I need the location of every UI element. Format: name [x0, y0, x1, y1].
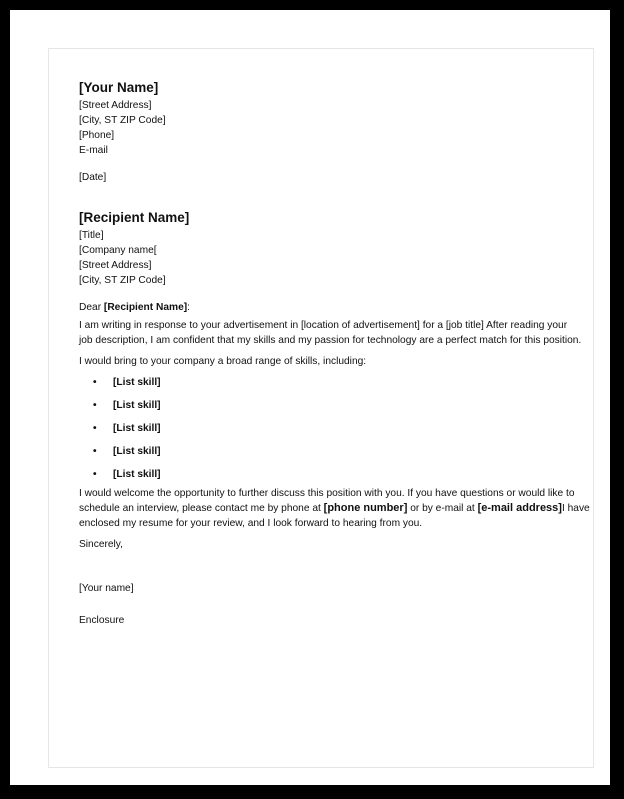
enclosure: Enclosure [79, 615, 125, 626]
paragraph-3-text-c: I have [561, 503, 590, 514]
sender-email: E-mail [79, 145, 108, 156]
signature: [Your name] [79, 583, 134, 594]
paragraph-1-line-2: job description, I am confident that my skills and my passion for technology are a perfect match for this position. [79, 335, 582, 346]
skill-text: [List skill] [113, 423, 161, 434]
letter-date: [Date] [79, 172, 107, 183]
sender-city: [City, ST ZIP Code] [79, 115, 166, 126]
paragraph-2: I would bring to your company a broad range of skills, including: [79, 356, 367, 367]
list-item [79, 398, 579, 421]
list-item [79, 421, 579, 444]
bullet-icon: • [93, 400, 97, 411]
paragraph-3-line-2 [79, 501, 590, 516]
skill-text: [List skill] [113, 469, 161, 480]
paragraph-1-line-1: I am writing in response to your advertisement in [location of advertisement] for a [job title] After reading your [79, 320, 568, 331]
bullet-icon: • [93, 446, 97, 457]
salutation-prefix: Dear [79, 302, 104, 313]
recipient-city: [City, ST ZIP Code] [79, 275, 166, 286]
paragraph-3-text-a: schedule an interview, please contact me by phone at [79, 503, 324, 514]
sender-phone: [Phone] [79, 130, 115, 141]
closing: Sincerely, [79, 539, 123, 550]
salutation [79, 300, 579, 315]
recipient-company: [Company name[ [79, 245, 157, 256]
paragraph-3-line-3: enclosed my resume for your review, and I look forward to hearing from you. [79, 518, 423, 529]
list-item [79, 375, 579, 398]
bullet-icon: • [93, 423, 97, 434]
salutation-name: [Recipient Name] [103, 302, 188, 313]
list-item [79, 444, 579, 467]
recipient-title: [Title] [79, 230, 104, 241]
letter-content [79, 79, 590, 628]
recipient-street: [Street Address] [79, 260, 152, 271]
bullet-icon: • [93, 469, 97, 480]
sender-name: [Your Name] [79, 80, 159, 95]
paragraph-3-line-1: I would welcome the opportunity to further discuss this position with you. If you have questions or would like to [79, 488, 575, 499]
skills-list [79, 375, 579, 482]
paragraph-3-text-b: or by e-mail at [407, 503, 478, 514]
skill-text: [List skill] [113, 400, 161, 411]
phone-placeholder: [phone number] [323, 502, 408, 514]
salutation-suffix: : [187, 302, 190, 313]
skill-text: [List skill] [113, 377, 161, 388]
skill-text: [List skill] [113, 446, 161, 457]
sender-street: [Street Address] [79, 100, 152, 111]
bullet-icon: • [93, 377, 97, 388]
email-placeholder: [e-mail address] [477, 502, 562, 514]
letter-page [48, 48, 594, 768]
recipient-name: [Recipient Name] [79, 210, 190, 225]
list-item [79, 467, 579, 482]
